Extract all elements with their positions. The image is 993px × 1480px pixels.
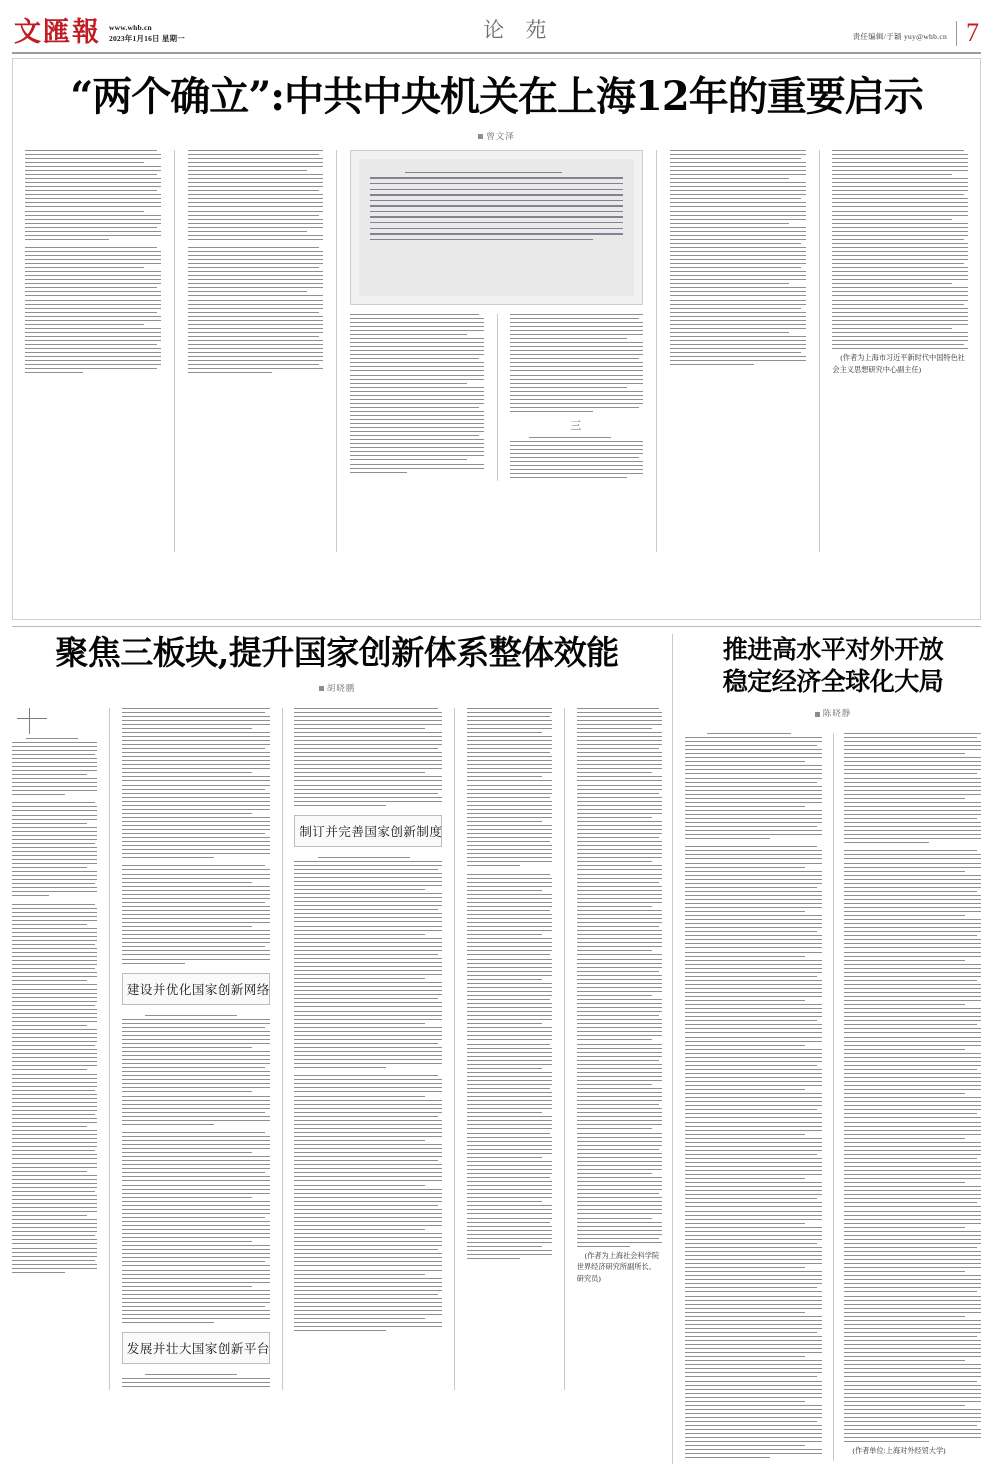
byline-author: 胡晓鹏	[326, 682, 356, 693]
article-lead-body	[25, 150, 968, 552]
section-title: 论 苑	[483, 18, 555, 42]
text-block	[12, 738, 97, 1273]
text-block	[577, 708, 662, 1286]
column-divider	[454, 708, 455, 1391]
abstract-below-columns	[350, 314, 643, 482]
article-lead-col-3	[350, 150, 643, 552]
opening-col-2	[844, 733, 981, 1461]
column-divider	[819, 150, 820, 552]
newspaper-logo[interactable]: 文匯報	[14, 17, 101, 48]
byline-author: 曾文泽	[486, 130, 515, 141]
zone-divider	[12, 626, 981, 627]
text-block	[832, 150, 968, 376]
masthead-divider	[12, 52, 981, 54]
website-url[interactable]: www.whb.cn	[109, 23, 152, 33]
masthead-right	[852, 18, 979, 48]
innovation-col-5	[577, 708, 662, 1391]
innovation-subhead-3: 发展并壮大国家创新平台	[122, 1332, 270, 1364]
text-block	[122, 708, 270, 1388]
text-block	[25, 150, 161, 374]
column-divider	[656, 150, 657, 552]
article-innovation-byline	[12, 682, 662, 694]
opening-col-1	[685, 733, 822, 1461]
article-lead	[12, 58, 981, 620]
article-opening-byline	[685, 707, 981, 719]
article-lead-byline	[25, 130, 968, 142]
text-block	[294, 708, 442, 1332]
article-lead-col-1	[25, 150, 161, 552]
column-divider	[336, 150, 337, 552]
byline-square-icon	[478, 134, 483, 139]
article-innovation	[12, 634, 672, 1464]
page-number-wrap	[956, 18, 979, 48]
text-block	[670, 150, 806, 365]
lower-zone	[12, 634, 981, 1464]
article-section-mark-3: 三	[570, 419, 584, 432]
article-opening-body	[685, 733, 981, 1461]
innovation-col-4	[467, 708, 552, 1391]
text-block	[685, 733, 822, 1458]
text-block	[844, 733, 981, 1458]
column-divider	[564, 708, 565, 1391]
article-innovation-body	[12, 708, 662, 1391]
article-lead-col-2	[188, 150, 324, 552]
column-divider	[282, 708, 283, 1391]
byline-author: 陈晓静	[822, 708, 852, 718]
responsible-editor: 责任编辑/于颖 yuy@whb.cn	[852, 32, 947, 41]
article-abstract-box	[350, 150, 643, 305]
masthead	[12, 0, 981, 50]
innovation-subhead-1: 制订并完善国家创新制度	[294, 815, 442, 847]
page-number: 7	[966, 18, 979, 48]
article-lead-attribution: (作者为上海市习近平新时代中国特色社会主义思想研究中心副主任)	[832, 354, 965, 374]
publication-info	[109, 23, 185, 48]
article-lead-col-4	[670, 150, 806, 552]
byline-square-icon	[319, 686, 324, 691]
text-block	[350, 314, 484, 482]
article-lead-headline: “两个确立”:中共中央机关在上海12年的重要启示	[70, 73, 923, 120]
article-opening-headline-line2: 稳定经济全球化大局	[722, 666, 944, 696]
article-innovation-headline: 聚焦三板块,提升国家创新体系整体效能	[55, 633, 619, 672]
text-block	[188, 150, 324, 374]
publication-date: 2023年1月16日 星期一	[109, 34, 185, 44]
innovation-subhead-2: 建设并优化国家创新网络	[122, 973, 270, 1005]
text-block	[510, 314, 643, 482]
column-divider	[109, 708, 110, 1391]
column-divider	[833, 733, 834, 1461]
column-divider	[497, 314, 498, 482]
article-innovation-attribution: (作者为上海社会科学院世界经济研究所副所长、研究员)	[576, 1251, 660, 1283]
text-block	[467, 708, 552, 1259]
article-opening-headline-line1: 推进高水平对外开放	[722, 635, 944, 664]
article-opening	[672, 634, 981, 1464]
byline-square-icon	[815, 712, 820, 717]
decorative-cross-mark	[12, 708, 97, 734]
article-opening-attribution: (作者单位:上海对外经贸大学)	[852, 1447, 946, 1456]
innovation-col-3	[294, 708, 442, 1391]
article-lead-col-5	[832, 150, 968, 552]
column-divider	[174, 150, 175, 552]
innovation-col-2	[122, 708, 270, 1391]
innovation-col-1	[12, 708, 97, 1391]
article-abstract-text	[359, 159, 634, 296]
